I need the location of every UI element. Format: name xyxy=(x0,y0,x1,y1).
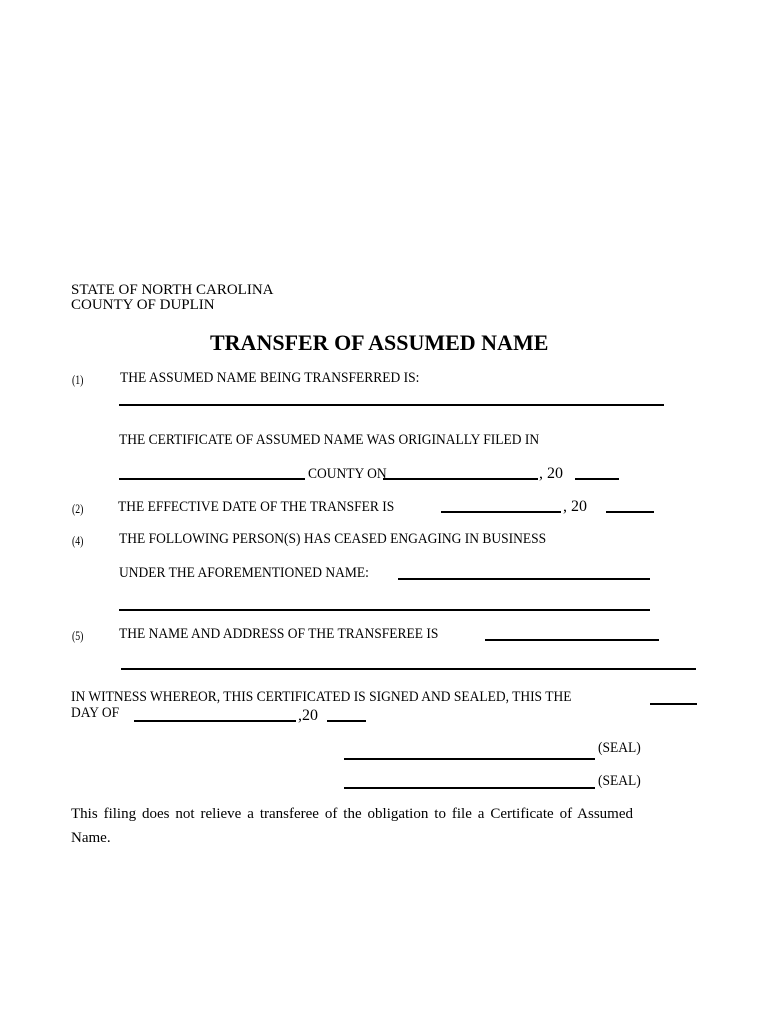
state-heading: STATE OF NORTH CAROLINA xyxy=(71,282,274,298)
transferee-blank-1[interactable] xyxy=(485,639,659,641)
item-number-5: (5) xyxy=(72,628,84,643)
filing-date-blank[interactable] xyxy=(383,478,538,480)
item-number-2: (2) xyxy=(72,501,84,516)
item-5-text: THE NAME AND ADDRESS OF THE TRANSFEREE IS xyxy=(119,626,439,642)
witness-day-of-label: DAY OF xyxy=(71,705,120,721)
witness-year-prefix: ,20 xyxy=(298,707,318,724)
witness-year-blank[interactable] xyxy=(327,720,366,722)
effective-year-blank[interactable] xyxy=(606,511,654,513)
seal-label-2: (SEAL) xyxy=(598,773,641,789)
ceased-persons-blank-2[interactable] xyxy=(119,609,650,611)
signature-line-2[interactable] xyxy=(344,787,595,789)
witness-statement: IN WITNESS WHEREOR, THIS CERTIFICATED IS SIGNED AND SEALED, THIS THE xyxy=(71,689,572,705)
filing-year-prefix: , 20 xyxy=(539,465,563,482)
witness-month-blank[interactable] xyxy=(134,720,296,722)
seal-label-1: (SEAL) xyxy=(598,740,641,756)
item-number-1: (1) xyxy=(72,372,84,387)
witness-day-blank[interactable] xyxy=(650,703,697,705)
effective-date-blank[interactable] xyxy=(441,511,561,513)
item-number-4: (4) xyxy=(72,533,84,548)
under-name-label: UNDER THE AFOREMENTIONED NAME: xyxy=(119,565,369,581)
ceased-persons-blank-1[interactable] xyxy=(398,578,650,580)
document-title: TRANSFER OF ASSUMED NAME xyxy=(210,330,549,355)
county-on-label: COUNTY ON xyxy=(308,466,387,482)
certificate-filed-text: THE CERTIFICATE OF ASSUMED NAME WAS ORIGINALLY FILED IN xyxy=(119,432,540,448)
signature-line-1[interactable] xyxy=(344,758,595,760)
transferee-blank-2[interactable] xyxy=(121,668,696,670)
item-2-text: THE EFFECTIVE DATE OF THE TRANSFER IS xyxy=(118,499,395,515)
effective-year-prefix: , 20 xyxy=(563,498,587,515)
assumed-name-blank[interactable] xyxy=(119,404,664,406)
item-4-text: THE FOLLOWING PERSON(S) HAS CEASED ENGAGING IN BUSINESS xyxy=(119,531,547,547)
item-1-text: THE ASSUMED NAME BEING TRANSFERRED IS: xyxy=(120,370,420,386)
filing-year-blank[interactable] xyxy=(575,478,619,480)
county-heading: COUNTY OF DUPLIN xyxy=(71,297,215,313)
footer-note: This filing does not relieve a transferee of the obligation to file a Certificate of Assumed Name. xyxy=(71,806,633,846)
county-blank[interactable] xyxy=(119,478,305,480)
